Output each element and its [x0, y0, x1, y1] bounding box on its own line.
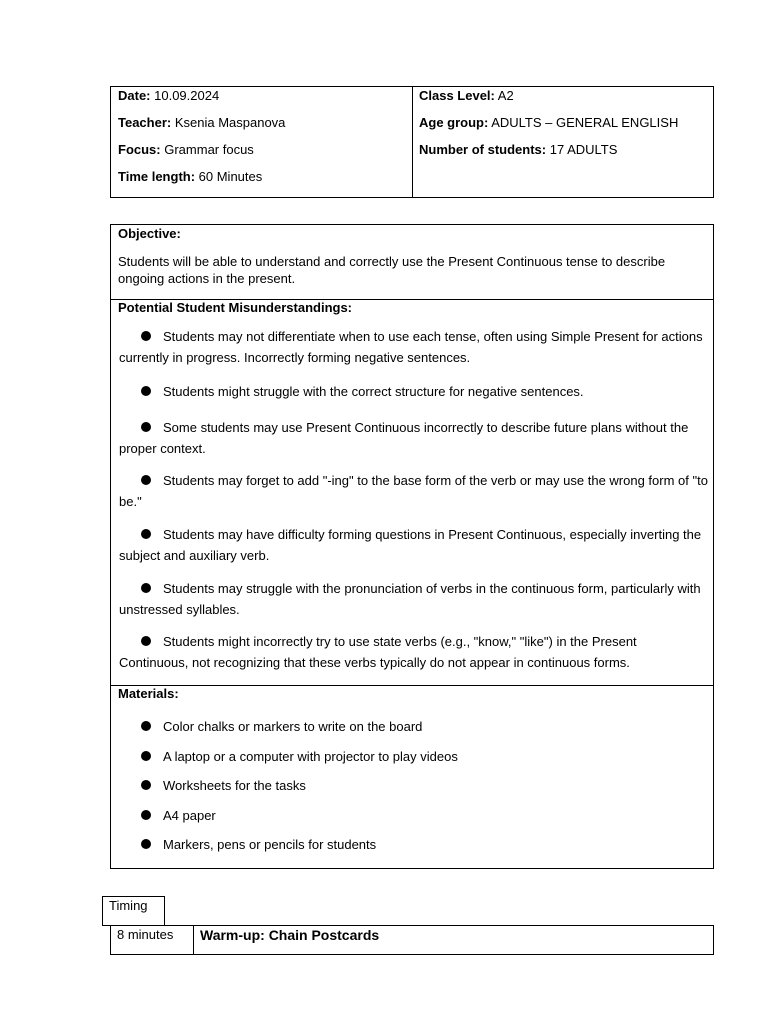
- lesson-info-table: [110, 86, 714, 198]
- bullet-icon: [141, 475, 151, 485]
- class-level-field: Class Level: A2: [419, 88, 514, 103]
- bullet-icon: [141, 721, 151, 731]
- bullet-icon: [141, 583, 151, 593]
- age-group-field: Age group: ADULTS – GENERAL ENGLISH: [419, 115, 679, 130]
- list-item: Worksheets for the tasks: [119, 775, 709, 796]
- lesson-info-right-column: [412, 87, 713, 197]
- number-of-students-field: Number of students: 17 ADULTS: [419, 142, 618, 157]
- materials-heading: Materials:: [118, 686, 179, 701]
- list-item: Color chalks or markers to write on the board: [119, 716, 709, 737]
- list-item: Students may have difficulty forming questions in Present Continuous, especially inverting the subject and auxiliary verb.: [119, 527, 702, 563]
- list-item: Students may struggle with the pronunciation of verbs in the continuous form, particularly with unstressed syllables.: [119, 581, 701, 617]
- bullet-icon: [141, 636, 151, 646]
- list-item: Some students may use Present Continuous incorrectly to describe future plans without the proper context.: [119, 420, 689, 456]
- activity-duration: 8 minutes: [117, 927, 174, 942]
- focus-field: Focus: Grammar focus: [118, 142, 254, 157]
- bullet-icon: [141, 386, 151, 396]
- lesson-info-left-column: [111, 87, 413, 197]
- time-length-field: Time length: 60 Minutes: [118, 169, 263, 184]
- objective-text: Students will be able to understand and correctly use the Present Continuous tense to describe ongoing actions in the present.: [118, 254, 666, 286]
- misunderstandings-heading: Potential Student Misunderstandings:: [118, 300, 353, 315]
- list-item: Students may forget to add "-ing" to the base form of the verb or may use the wrong form of "to be.": [119, 473, 708, 509]
- timing-header: [102, 896, 165, 926]
- objective-section: [111, 225, 713, 300]
- bullet-icon: [141, 331, 151, 341]
- timing-label: Timing: [109, 898, 148, 913]
- bullet-icon: [141, 422, 151, 432]
- bullet-icon: [141, 529, 151, 539]
- lesson-plan-table: [110, 224, 714, 869]
- materials-section: [111, 685, 713, 868]
- activity-duration-cell: [111, 926, 194, 954]
- list-item: Students might struggle with the correct structure for negative sentences.: [119, 381, 709, 402]
- bullet-icon: [141, 839, 151, 849]
- activity-row: [110, 925, 714, 955]
- date-field: Date: 10.09.2024: [118, 88, 220, 103]
- bullet-icon: [141, 751, 151, 761]
- list-item: Students may not differentiate when to use each tense, often using Simple Present for actions currently in progress. Incorrectly forming negative sentences.: [119, 329, 703, 365]
- activity-title: Warm-up: Chain Postcards: [200, 927, 380, 943]
- bullet-icon: [141, 780, 151, 790]
- teacher-field: Teacher: Ksenia Maspanova: [118, 115, 286, 130]
- misunderstandings-section: [111, 299, 713, 686]
- objective-heading: Objective:: [118, 226, 181, 241]
- list-item: Students might incorrectly try to use state verbs (e.g., "know," "like") in the Present Continuous, not recognizing that these verbs typically do not appear in continuous forms.: [119, 634, 637, 670]
- list-item: A4 paper: [119, 805, 709, 826]
- list-item: Markers, pens or pencils for students: [119, 834, 709, 855]
- list-item: A laptop or a computer with projector to play videos: [119, 746, 709, 767]
- bullet-icon: [141, 810, 151, 820]
